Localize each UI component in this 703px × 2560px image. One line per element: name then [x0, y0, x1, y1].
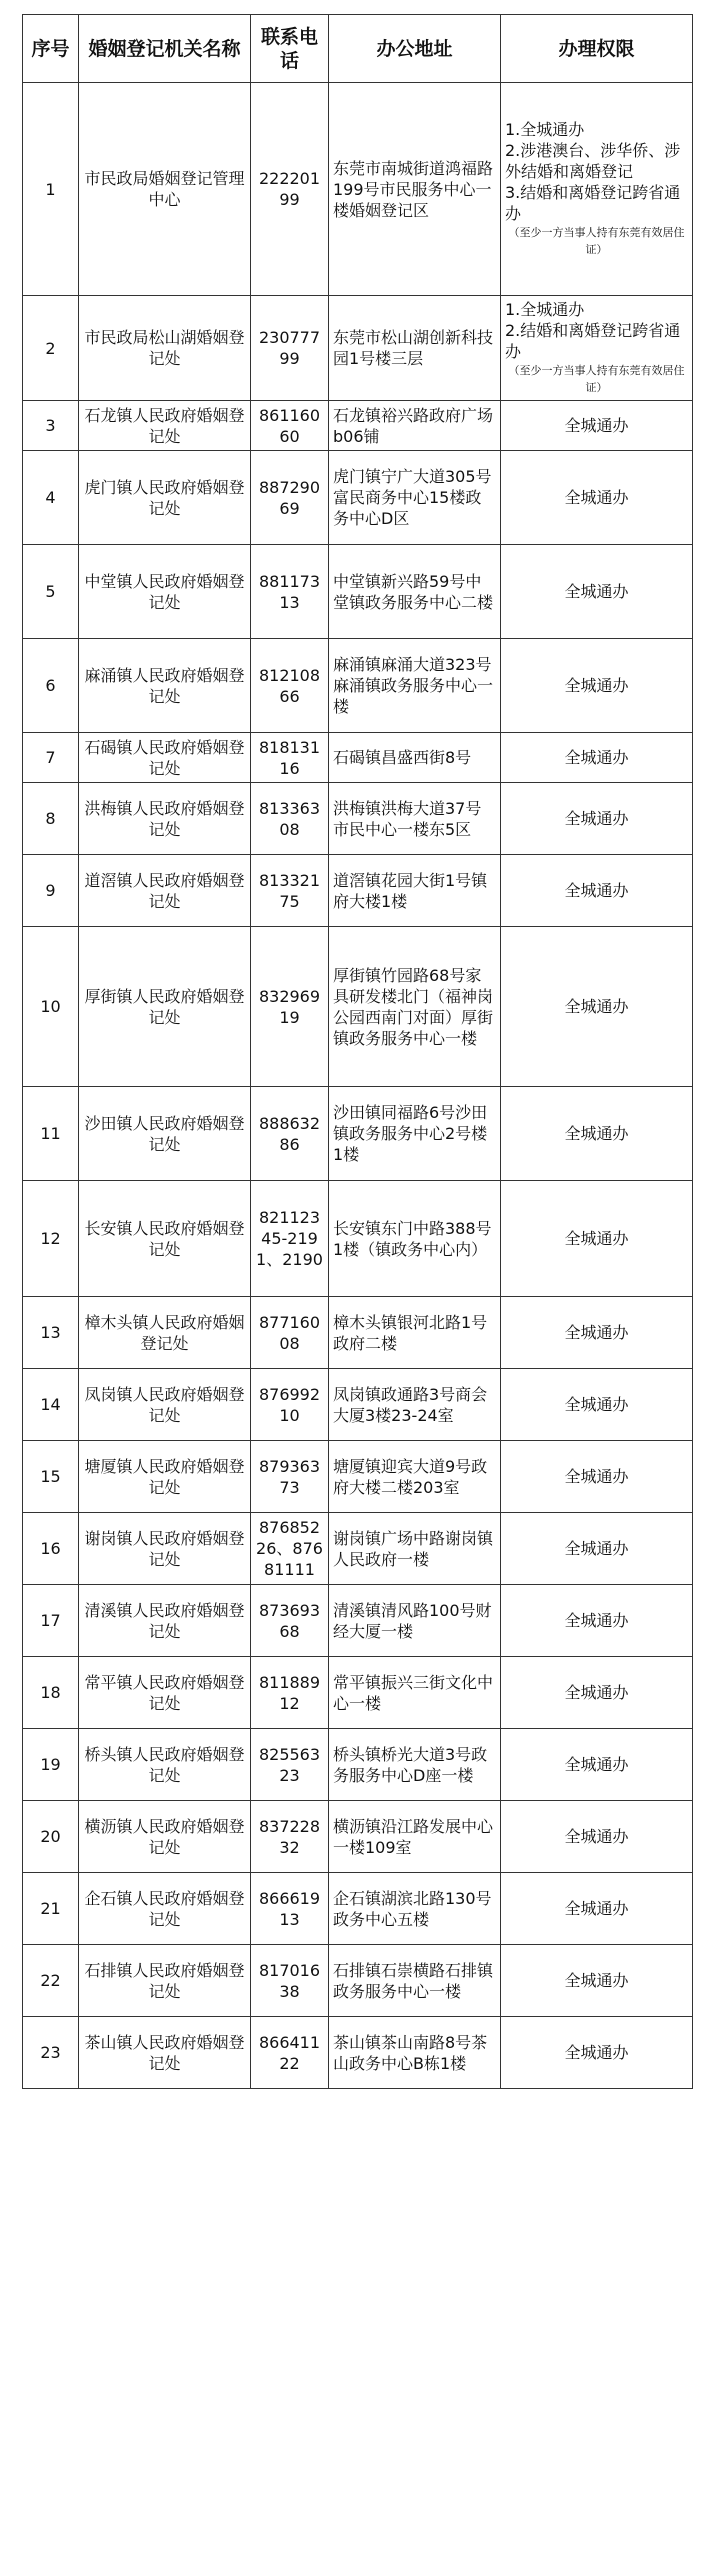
office-name: 道滘镇人民政府婚姻登记处 [79, 855, 251, 927]
row-number: 15 [23, 1441, 79, 1513]
row-number: 5 [23, 545, 79, 639]
table-row [23, 1873, 693, 1945]
marriage-registry-table [22, 14, 693, 2089]
office-address: 沙田镇同福路6号沙田镇政务服务中心2号楼1楼 [329, 1087, 501, 1181]
row-number: 17 [23, 1585, 79, 1657]
office-name: 中堂镇人民政府婚姻登记处 [79, 545, 251, 639]
table-row [23, 1945, 693, 2017]
scope-cell [501, 296, 693, 401]
row-number: 23 [23, 2017, 79, 2089]
office-name: 石龙镇人民政府婚姻登记处 [79, 401, 251, 451]
office-address: 道滘镇花园大街1号镇府大楼1楼 [329, 855, 501, 927]
phone-number: 81332175 [251, 855, 329, 927]
table-row [23, 451, 693, 545]
office-name: 市民政局松山湖婚姻登记处 [79, 296, 251, 401]
table-row [23, 1441, 693, 1513]
office-address: 石碣镇昌盛西街8号 [329, 733, 501, 783]
row-number: 18 [23, 1657, 79, 1729]
office-name: 横沥镇人民政府婚姻登记处 [79, 1801, 251, 1873]
scope-item: 2.涉港澳台、涉华侨、涉外结婚和离婚登记 [505, 140, 681, 181]
table-body [23, 83, 693, 2089]
office-address: 石排镇石崇横路石排镇政务服务中心一楼 [329, 1945, 501, 2017]
row-number: 7 [23, 733, 79, 783]
row-number: 21 [23, 1873, 79, 1945]
table-row [23, 83, 693, 296]
table-row [23, 1657, 693, 1729]
table-row [23, 1369, 693, 1441]
scope-item: 2.结婚和离婚登记跨省通办 [505, 320, 681, 361]
office-address: 常平镇振兴三街文化中心一楼 [329, 1657, 501, 1729]
row-number: 13 [23, 1297, 79, 1369]
scope-cell: 全城通办 [501, 1181, 693, 1297]
header-name: 婚姻登记机关名称 [79, 15, 251, 83]
row-number: 4 [23, 451, 79, 545]
table-row [23, 733, 693, 783]
office-address: 桥头镇桥光大道3号政务服务中心D座一楼 [329, 1729, 501, 1801]
phone-number: 82556323 [251, 1729, 329, 1801]
phone-number: 81336308 [251, 783, 329, 855]
scope-note: （至少一方当事人持有东莞有效居住证） [508, 363, 685, 394]
scope-cell: 全城通办 [501, 1657, 693, 1729]
phone-number: 81210866 [251, 639, 329, 733]
phone-number: 82112345-2191、2190 [251, 1181, 329, 1297]
table-row [23, 1585, 693, 1657]
office-name: 常平镇人民政府婚姻登记处 [79, 1657, 251, 1729]
header-address: 办公地址 [329, 15, 501, 83]
scope-cell: 全城通办 [501, 401, 693, 451]
office-address: 虎门镇宁广大道305号富民商务中心15楼政务中心D区 [329, 451, 501, 545]
row-number: 11 [23, 1087, 79, 1181]
phone-number: 83722832 [251, 1801, 329, 1873]
row-number: 6 [23, 639, 79, 733]
phone-number: 22220199 [251, 83, 329, 296]
office-name: 谢岗镇人民政府婚姻登记处 [79, 1513, 251, 1585]
scope-item: 1.全城通办 [505, 119, 585, 139]
office-address: 东莞市松山湖创新科技园1号楼三层 [329, 296, 501, 401]
office-address: 横沥镇沿江路发展中心一楼109室 [329, 1801, 501, 1873]
row-number: 20 [23, 1801, 79, 1873]
office-address: 樟木头镇银河北路1号政府二楼 [329, 1297, 501, 1369]
scope-cell: 全城通办 [501, 1087, 693, 1181]
office-address: 石龙镇裕兴路政府广场b06铺 [329, 401, 501, 451]
table-row [23, 1801, 693, 1873]
header-no: 序号 [23, 15, 79, 83]
office-name: 麻涌镇人民政府婚姻登记处 [79, 639, 251, 733]
office-address: 谢岗镇广场中路谢岗镇人民政府一楼 [329, 1513, 501, 1585]
header-row [23, 15, 693, 83]
table-header [23, 15, 693, 83]
scope-cell: 全城通办 [501, 545, 693, 639]
table-row [23, 1181, 693, 1297]
office-address: 长安镇东门中路388号1楼（镇政务中心内） [329, 1181, 501, 1297]
scope-cell: 全城通办 [501, 1513, 693, 1585]
phone-number: 81188912 [251, 1657, 329, 1729]
table-row [23, 783, 693, 855]
office-address: 塘厦镇迎宾大道9号政府大楼二楼203室 [329, 1441, 501, 1513]
phone-number: 86641122 [251, 2017, 329, 2089]
office-name: 市民政局婚姻登记管理中心 [79, 83, 251, 296]
phone-number: 86116060 [251, 401, 329, 451]
scope-cell: 全城通办 [501, 1873, 693, 1945]
office-name: 石碣镇人民政府婚姻登记处 [79, 733, 251, 783]
table-row [23, 296, 693, 401]
office-address: 东莞市南城街道鸿福路199号市民服务中心一楼婚姻登记区 [329, 83, 501, 296]
row-number: 12 [23, 1181, 79, 1297]
office-name: 虎门镇人民政府婚姻登记处 [79, 451, 251, 545]
scope-cell: 全城通办 [501, 1945, 693, 2017]
office-name: 石排镇人民政府婚姻登记处 [79, 1945, 251, 2017]
table-row [23, 1297, 693, 1369]
table-row [23, 2017, 693, 2089]
scope-note: （至少一方当事人持有东莞有效居住证） [508, 225, 685, 256]
row-number: 3 [23, 401, 79, 451]
table-row [23, 639, 693, 733]
phone-number: 87716008 [251, 1297, 329, 1369]
scope-cell: 全城通办 [501, 733, 693, 783]
phone-number: 81701638 [251, 1945, 329, 2017]
phone-number: 87685226、87681111 [251, 1513, 329, 1585]
scope-cell: 全城通办 [501, 783, 693, 855]
scope-cell: 全城通办 [501, 451, 693, 545]
scope-cell: 全城通办 [501, 1585, 693, 1657]
table-row [23, 855, 693, 927]
phone-number: 88117313 [251, 545, 329, 639]
office-address: 茶山镇茶山南路8号茶山政务中心B栋1楼 [329, 2017, 501, 2089]
scope-cell: 全城通办 [501, 639, 693, 733]
phone-number: 87369368 [251, 1585, 329, 1657]
office-address: 清溪镇清风路100号财经大厦一楼 [329, 1585, 501, 1657]
table-row [23, 927, 693, 1087]
phone-number: 83296919 [251, 927, 329, 1087]
phone-number: 23077799 [251, 296, 329, 401]
phone-number: 88729069 [251, 451, 329, 545]
table-row [23, 545, 693, 639]
office-name: 长安镇人民政府婚姻登记处 [79, 1181, 251, 1297]
office-address: 企石镇湖滨北路130号政务中心五楼 [329, 1873, 501, 1945]
office-name: 清溪镇人民政府婚姻登记处 [79, 1585, 251, 1657]
office-name: 凤岗镇人民政府婚姻登记处 [79, 1369, 251, 1441]
office-name: 洪梅镇人民政府婚姻登记处 [79, 783, 251, 855]
office-name: 厚街镇人民政府婚姻登记处 [79, 927, 251, 1087]
scope-cell: 全城通办 [501, 1297, 693, 1369]
office-name: 沙田镇人民政府婚姻登记处 [79, 1087, 251, 1181]
table-row [23, 1087, 693, 1181]
office-address: 洪梅镇洪梅大道37号市民中心一楼东5区 [329, 783, 501, 855]
phone-number: 81813116 [251, 733, 329, 783]
table-row [23, 1729, 693, 1801]
scope-cell: 全城通办 [501, 1369, 693, 1441]
row-number: 9 [23, 855, 79, 927]
header-phone: 联系电话 [251, 15, 329, 83]
scope-cell [501, 83, 693, 296]
row-number: 19 [23, 1729, 79, 1801]
scope-item: 3.结婚和离婚登记跨省通办 [505, 182, 681, 223]
office-name: 樟木头镇人民政府婚姻登记处 [79, 1297, 251, 1369]
scope-cell: 全城通办 [501, 1801, 693, 1873]
phone-number: 86661913 [251, 1873, 329, 1945]
row-number: 8 [23, 783, 79, 855]
row-number: 1 [23, 83, 79, 296]
row-number: 10 [23, 927, 79, 1087]
office-name: 企石镇人民政府婚姻登记处 [79, 1873, 251, 1945]
scope-item: 1.全城通办 [505, 299, 585, 319]
phone-number: 87936373 [251, 1441, 329, 1513]
office-name: 塘厦镇人民政府婚姻登记处 [79, 1441, 251, 1513]
office-name: 茶山镇人民政府婚姻登记处 [79, 2017, 251, 2089]
scope-cell: 全城通办 [501, 855, 693, 927]
row-number: 2 [23, 296, 79, 401]
office-address: 麻涌镇麻涌大道323号麻涌镇政务服务中心一楼 [329, 639, 501, 733]
scope-cell: 全城通办 [501, 1729, 693, 1801]
office-address: 中堂镇新兴路59号中堂镇政务服务中心二楼 [329, 545, 501, 639]
office-address: 凤岗镇政通路3号商会大厦3楼23-24室 [329, 1369, 501, 1441]
phone-number: 88863286 [251, 1087, 329, 1181]
office-address: 厚街镇竹园路68号家具研发楼北门（福神岗公园西南门对面）厚街镇政务服务中心一楼 [329, 927, 501, 1087]
scope-cell: 全城通办 [501, 1441, 693, 1513]
row-number: 14 [23, 1369, 79, 1441]
phone-number: 87699210 [251, 1369, 329, 1441]
header-scope: 办理权限 [501, 15, 693, 83]
scope-cell: 全城通办 [501, 927, 693, 1087]
row-number: 22 [23, 1945, 79, 2017]
office-name: 桥头镇人民政府婚姻登记处 [79, 1729, 251, 1801]
table-row [23, 1513, 693, 1585]
row-number: 16 [23, 1513, 79, 1585]
table-row [23, 401, 693, 451]
scope-cell: 全城通办 [501, 2017, 693, 2089]
